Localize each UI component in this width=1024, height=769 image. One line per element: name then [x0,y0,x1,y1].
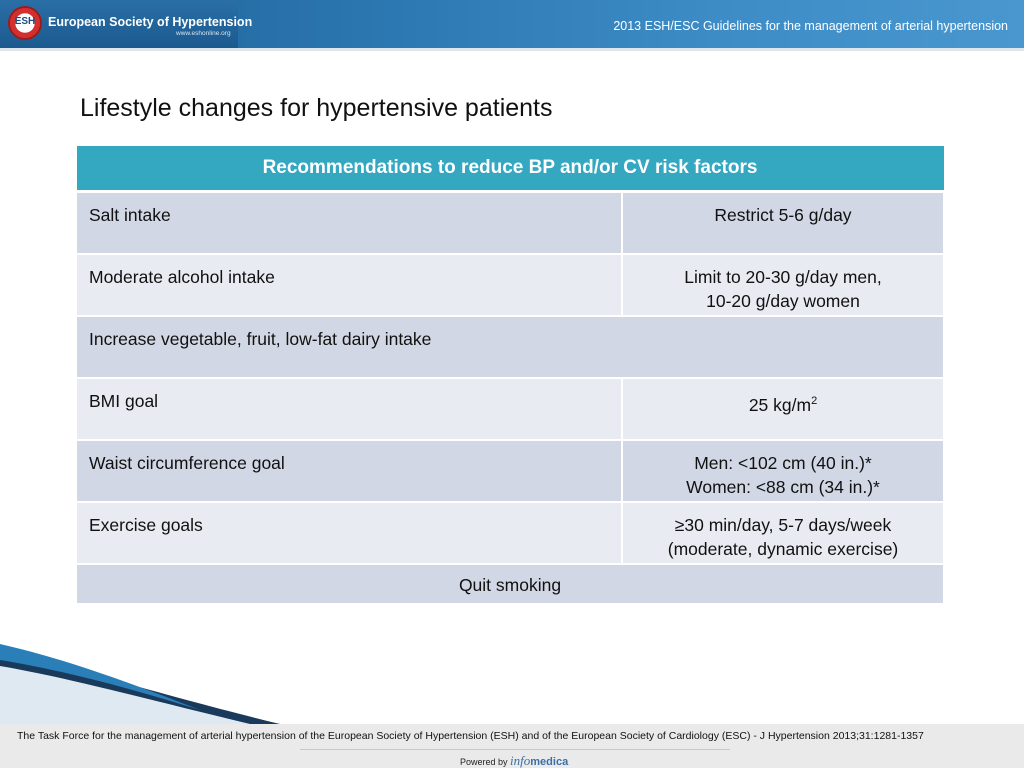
infomedica-logo: info [510,753,531,768]
value-main: 25 kg/m [748,394,812,415]
citation: The Task Force for the management of arterial hypertension of the European Society of Hypertension (ESH) and of the European Society of Cardiology (ESC) - J Hypertension 2013;31:1281-1357 [17,730,924,742]
esh-logo-icon [8,6,42,40]
value-line: ≥30 min/day, 5-7 days/week [674,514,892,535]
row-value [622,254,944,316]
footer [0,724,1024,768]
decorative-swoosh [0,640,380,726]
row-value [622,378,944,440]
row-label: Waist circumference goal [76,440,622,502]
row-value [622,502,944,564]
row-label: Increase vegetable, fruit, low-fat dairy intake [76,316,944,378]
table-row [76,316,944,378]
logo-text: ESH [14,16,36,27]
row-label: BMI goal [76,378,622,440]
table-row [76,502,944,564]
table-row [76,254,944,316]
row-label: Moderate alcohol intake [76,254,622,316]
row-value [622,440,944,502]
footer-divider [300,749,730,750]
row-value [622,192,944,254]
value-superscript: 2 [811,394,818,407]
page-title: Lifestyle changes for hypertensive patients [80,94,553,122]
table-header: Recommendations to reduce BP and/or CV risk factors [76,146,944,192]
row-label: Salt intake [76,192,622,254]
value-line: 10-20 g/day women [706,290,860,311]
row-label: Exercise goals [76,502,622,564]
guideline-title: 2013 ESH/ESC Guidelines for the management of arterial hypertension [613,19,1008,33]
value-line: Limit to 20-30 g/day men, [684,266,882,287]
org-url: www.eshonline.org [176,30,231,37]
org-name: European Society of Hypertension [48,15,253,29]
powered-by [460,753,568,769]
powered-by-label: Powered by [460,757,508,767]
header-banner [0,0,1024,51]
row-label: Quit smoking [76,564,944,604]
value-line: Restrict 5-6 g/day [714,205,852,225]
recommendations-table [75,145,945,605]
table-row [76,192,944,254]
value-line: (moderate, dynamic exercise) [667,538,899,559]
infomedica-logo-suffix: medica [530,756,569,768]
value-line: Men: <102 cm (40 in.)* [694,452,872,473]
table-row [76,378,944,440]
value-line: Women: <88 cm (34 in.)* [686,476,880,497]
table-row [76,564,944,604]
table-row [76,440,944,502]
